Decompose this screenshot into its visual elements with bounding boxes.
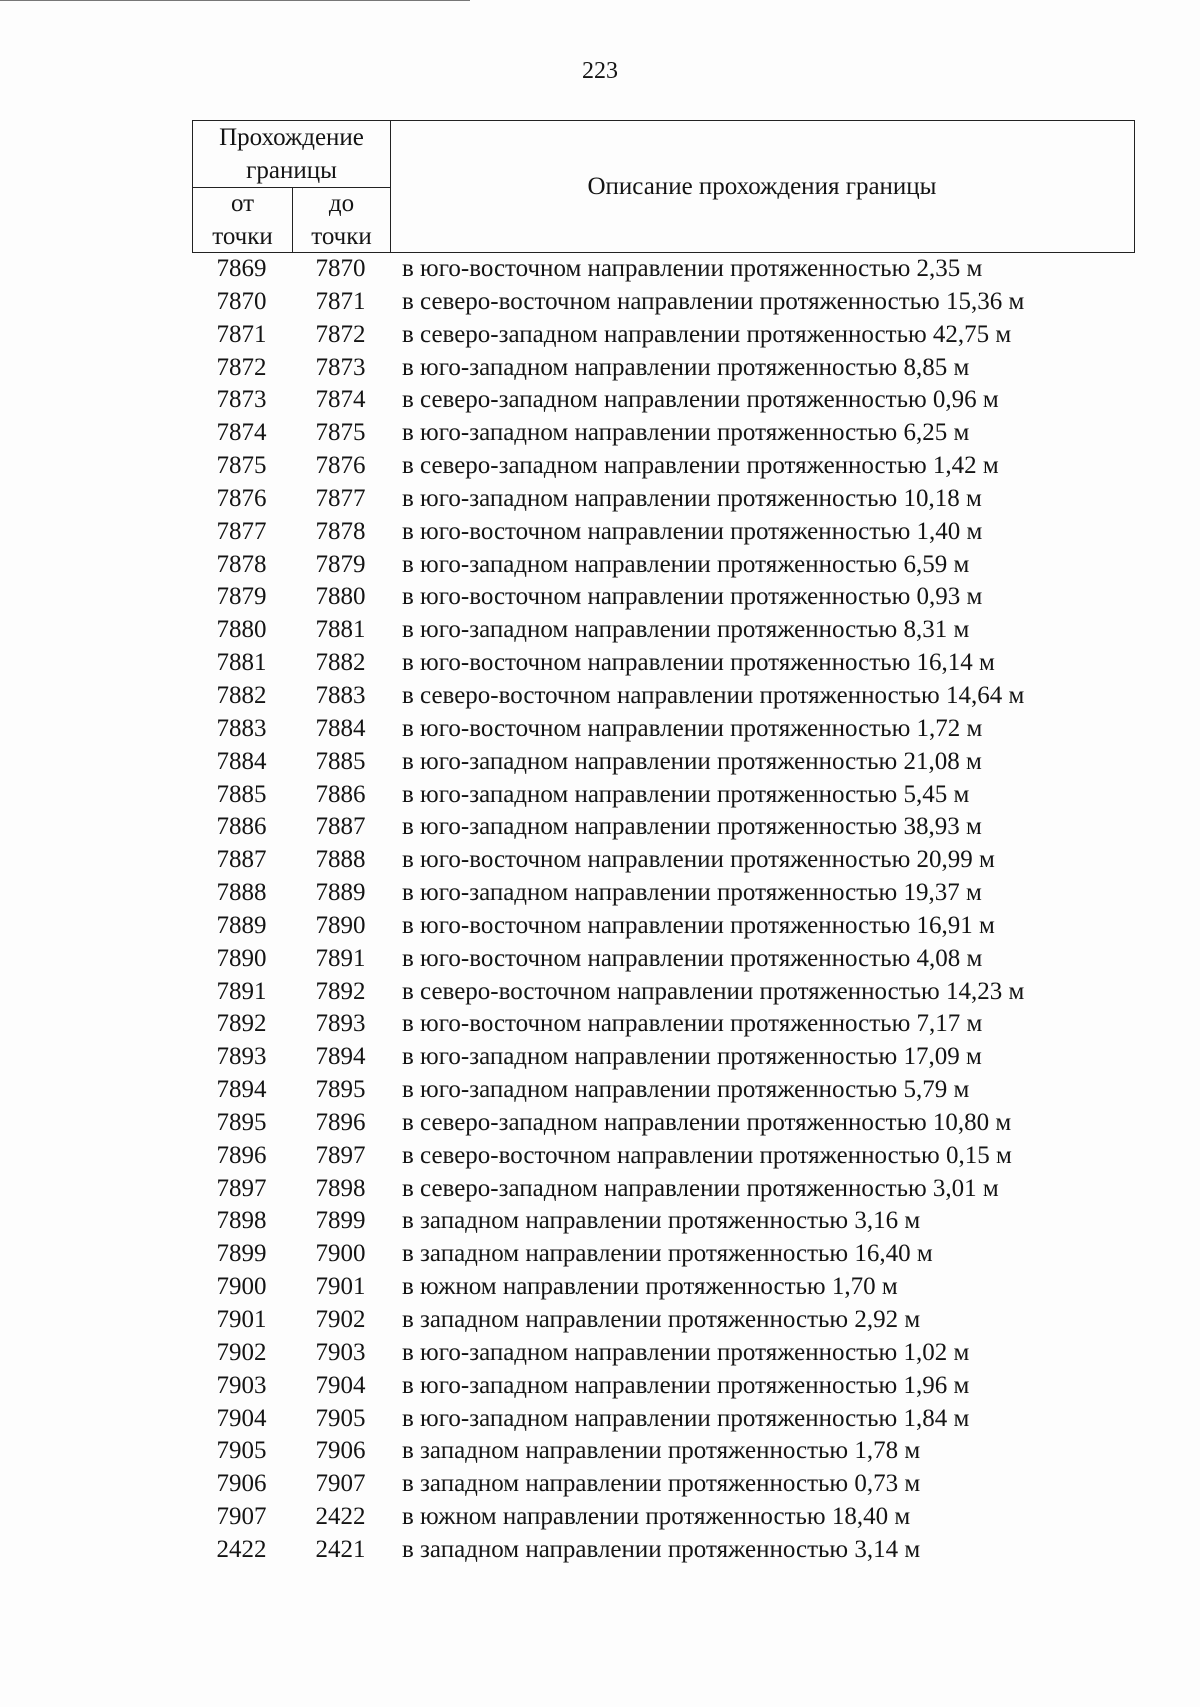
description-cell: в западном направлении протяженностью 3,14 м xyxy=(402,1535,921,1563)
from-point-cell: 7888 xyxy=(216,879,267,907)
to-point-cell: 7901 xyxy=(315,1273,366,1301)
to-point-cell: 7904 xyxy=(315,1371,366,1399)
table-row xyxy=(192,943,1135,976)
from-point-cell: 7884 xyxy=(216,747,267,775)
table-row xyxy=(192,384,1135,417)
from-point-cell: 7895 xyxy=(216,1108,267,1136)
table-row xyxy=(192,549,1135,582)
table-row xyxy=(192,1370,1135,1403)
table-row xyxy=(192,1403,1135,1436)
description-cell: в юго-западном направлении протяженностью 17,09 м xyxy=(402,1043,982,1071)
to-point-cell: 7893 xyxy=(315,1010,366,1038)
description-cell: в северо-западном направлении протяженностью 10,80 м xyxy=(402,1108,1012,1136)
from-point-cell: 7900 xyxy=(216,1273,267,1301)
table-row xyxy=(192,516,1135,549)
table-row xyxy=(192,319,1135,352)
to-point-cell: 7878 xyxy=(315,517,366,545)
table-row xyxy=(192,1501,1135,1534)
description-cell: в западном направлении протяженностью 1,78 м xyxy=(402,1437,921,1465)
page-number: 223 xyxy=(582,58,618,84)
description-cell: в юго-восточном направлении протяженностью 20,99 м xyxy=(402,846,995,874)
table-row xyxy=(192,811,1135,844)
description-cell: в северо-западном направлении протяженностью 0,96 м xyxy=(402,386,999,414)
from-point-cell: 7877 xyxy=(216,517,267,545)
description-cell: в юго-западном направлении протяженностью 5,79 м xyxy=(402,1076,970,1104)
to-point-cell: 7897 xyxy=(315,1141,366,1169)
description-cell: в юго-западном направлении протяженностью 38,93 м xyxy=(402,813,982,841)
from-point-cell: 7907 xyxy=(216,1503,267,1531)
table-row xyxy=(192,1238,1135,1271)
description-cell: в юго-западном направлении протяженностью 6,25 м xyxy=(402,419,970,447)
description-cell: в юго-восточном направлении протяженностью 16,91 м xyxy=(402,911,995,939)
table-row xyxy=(192,417,1135,450)
from-point-cell: 7881 xyxy=(216,649,267,677)
description-cell: в северо-западном направлении протяженностью 1,42 м xyxy=(402,452,999,480)
to-point-cell: 7890 xyxy=(315,911,366,939)
description-cell: в северо-восточном направлении протяженностью 14,23 м xyxy=(402,977,1025,1005)
description-cell: в юго-восточном направлении протяженностью 7,17 м xyxy=(402,1010,983,1038)
table-row xyxy=(192,1041,1135,1074)
from-point-cell: 7875 xyxy=(216,452,267,480)
from-point-cell: 7903 xyxy=(216,1371,267,1399)
from-point-cell: 7890 xyxy=(216,944,267,972)
to-point-cell: 7902 xyxy=(315,1306,366,1333)
from-point-cell: 7880 xyxy=(216,616,267,644)
to-point-cell: 7876 xyxy=(315,452,366,480)
table-row xyxy=(192,352,1135,385)
table-row xyxy=(192,1468,1135,1501)
from-point-cell: 7872 xyxy=(216,353,267,381)
table-row xyxy=(192,450,1135,483)
description-cell: в южном направлении протяженностью 18,40 м xyxy=(402,1503,911,1531)
from-point-cell: 7886 xyxy=(216,813,267,841)
header-boundary-passage: Прохождение границы xyxy=(219,124,364,184)
table-row xyxy=(192,1173,1135,1206)
description-cell: в юго-западном направлении протяженностью 6,59 м xyxy=(402,550,970,578)
table-row xyxy=(192,581,1135,614)
from-point-cell: 7901 xyxy=(216,1306,267,1333)
from-point-cell: 7889 xyxy=(216,911,267,939)
to-point-cell: 7882 xyxy=(315,649,366,677)
from-point-cell: 7899 xyxy=(216,1240,267,1268)
to-point-cell: 7880 xyxy=(315,583,366,611)
from-point-cell: 7887 xyxy=(216,846,267,874)
to-point-cell: 7887 xyxy=(315,813,366,841)
description-cell: в юго-восточном направлении протяженностью 0,93 м xyxy=(402,583,983,611)
description-cell: в юго-восточном направлении протяженностью 1,72 м xyxy=(402,714,983,742)
header-to-point: до точки xyxy=(311,190,372,250)
description-cell: в северо-восточном направлении протяженностью 15,36 м xyxy=(402,287,1025,315)
from-point-cell: 7876 xyxy=(216,484,267,512)
to-point-cell: 7884 xyxy=(315,714,366,742)
from-point-cell: 7902 xyxy=(216,1338,267,1366)
table-row xyxy=(192,746,1135,779)
table-row xyxy=(192,877,1135,910)
from-point-cell: 7885 xyxy=(216,780,267,808)
description-cell: в западном направлении протяженностью 2,92 м xyxy=(402,1306,921,1333)
from-point-cell: 7871 xyxy=(216,320,267,348)
description-cell: в юго-западном направлении протяженностью 1,84 м xyxy=(402,1404,970,1432)
to-point-cell: 7883 xyxy=(315,681,366,709)
description-cell: в южном направлении протяженностью 1,70 м xyxy=(402,1273,898,1301)
to-point-cell: 7898 xyxy=(315,1174,366,1202)
from-point-cell: 7904 xyxy=(216,1404,267,1432)
to-point-cell: 7872 xyxy=(315,320,366,348)
from-point-cell: 7869 xyxy=(216,255,267,282)
description-cell: в западном направлении протяженностью 3,16 м xyxy=(402,1207,921,1235)
description-cell: в юго-западном направлении протяженностью 10,18 м xyxy=(402,484,982,512)
table-row xyxy=(192,976,1135,1009)
from-point-cell: 7879 xyxy=(216,583,267,611)
to-point-cell: 7870 xyxy=(315,255,366,282)
description-cell: в юго-западном направлении протяженностью 19,37 м xyxy=(402,879,982,907)
to-point-cell: 7907 xyxy=(315,1470,366,1498)
table-row xyxy=(192,483,1135,516)
scan-top-edge-line xyxy=(0,0,470,1)
table-row xyxy=(192,1337,1135,1370)
description-cell: в юго-западном направлении протяженностью 21,08 м xyxy=(402,747,982,775)
table-row xyxy=(192,844,1135,877)
header-from-point: от точки xyxy=(212,190,273,250)
to-point-cell: 7871 xyxy=(315,287,366,315)
description-cell: в юго-западном направлении протяженностью 1,96 м xyxy=(402,1371,970,1399)
table-row xyxy=(192,1107,1135,1140)
to-point-cell: 7895 xyxy=(315,1076,366,1104)
to-point-cell: 7881 xyxy=(315,616,366,644)
from-point-cell: 7878 xyxy=(216,550,267,578)
table-row xyxy=(192,1008,1135,1041)
from-point-cell: 2422 xyxy=(216,1535,267,1563)
to-point-cell: 7903 xyxy=(315,1338,366,1366)
table-row xyxy=(192,1304,1135,1337)
to-point-cell: 7905 xyxy=(315,1404,366,1432)
from-point-cell: 7870 xyxy=(216,287,267,315)
from-point-cell: 7892 xyxy=(216,1010,267,1038)
table-row xyxy=(192,1074,1135,1107)
to-point-cell: 7894 xyxy=(315,1043,366,1071)
from-point-cell: 7893 xyxy=(216,1043,267,1071)
from-point-cell: 7873 xyxy=(216,386,267,414)
table-row xyxy=(192,1271,1135,1304)
to-point-cell: 7874 xyxy=(315,386,366,414)
to-point-cell: 2422 xyxy=(315,1503,366,1531)
description-cell: в северо-западном направлении протяженностью 3,01 м xyxy=(402,1174,999,1202)
to-point-cell: 7886 xyxy=(315,780,366,808)
from-point-cell: 7898 xyxy=(216,1207,267,1235)
from-point-cell: 7897 xyxy=(216,1174,267,1202)
from-point-cell: 7906 xyxy=(216,1470,267,1498)
to-point-cell: 7877 xyxy=(315,484,366,512)
from-point-cell: 7883 xyxy=(216,714,267,742)
description-cell: в юго-восточном направлении протяженностью 2,35 м xyxy=(402,255,983,282)
to-point-cell: 7873 xyxy=(315,353,366,381)
description-cell: в западном направлении протяженностью 0,73 м xyxy=(402,1470,921,1498)
description-cell: в северо-восточном направлении протяженностью 14,64 м xyxy=(402,681,1025,709)
description-cell: в юго-восточном направлении протяженностью 1,40 м xyxy=(402,517,983,545)
table-row xyxy=(192,647,1135,680)
to-point-cell: 7896 xyxy=(315,1108,366,1136)
to-point-cell: 7892 xyxy=(315,977,366,1005)
to-point-cell: 7875 xyxy=(315,419,366,447)
table-row xyxy=(192,680,1135,713)
table-row xyxy=(192,1435,1135,1468)
description-cell: в юго-западном направлении протяженностью 1,02 м xyxy=(402,1338,970,1366)
to-point-cell: 7885 xyxy=(315,747,366,775)
from-point-cell: 7891 xyxy=(216,977,267,1005)
from-point-cell: 7894 xyxy=(216,1076,267,1104)
description-cell: в северо-западном направлении протяженностью 42,75 м xyxy=(402,320,1012,348)
from-point-cell: 7905 xyxy=(216,1437,267,1465)
description-cell: в юго-западном направлении протяженностью 8,31 м xyxy=(402,616,970,644)
to-point-cell: 7899 xyxy=(315,1207,366,1235)
description-cell: в юго-восточном направлении протяженностью 4,08 м xyxy=(402,944,983,972)
table-row xyxy=(192,1534,1135,1567)
to-point-cell: 7891 xyxy=(315,944,366,972)
table-row xyxy=(192,614,1135,647)
table-row xyxy=(192,1140,1135,1173)
description-cell: в юго-западном направлении протяженностью 8,85 м xyxy=(402,353,970,381)
from-point-cell: 7882 xyxy=(216,681,267,709)
description-cell: в западном направлении протяженностью 16,40 м xyxy=(402,1240,933,1268)
to-point-cell: 2421 xyxy=(315,1535,366,1563)
table-row xyxy=(192,910,1135,943)
table-row xyxy=(192,713,1135,746)
table-row xyxy=(192,286,1135,319)
to-point-cell: 7879 xyxy=(315,550,366,578)
table-body xyxy=(192,253,1135,1567)
header-description: Описание прохождения границы xyxy=(587,172,937,200)
table-row xyxy=(192,253,1135,286)
table-header xyxy=(192,120,1135,253)
to-point-cell: 7900 xyxy=(315,1240,366,1268)
description-cell: в северо-восточном направлении протяженностью 0,15 м xyxy=(402,1141,1012,1169)
description-cell: в юго-западном направлении протяженностью 5,45 м xyxy=(402,780,970,808)
to-point-cell: 7888 xyxy=(315,846,366,874)
to-point-cell: 7906 xyxy=(315,1437,366,1465)
from-point-cell: 7874 xyxy=(216,419,267,447)
table-row xyxy=(192,1205,1135,1238)
table-row xyxy=(192,779,1135,812)
description-cell: в юго-восточном направлении протяженностью 16,14 м xyxy=(402,649,995,677)
to-point-cell: 7889 xyxy=(315,879,366,907)
from-point-cell: 7896 xyxy=(216,1141,267,1169)
